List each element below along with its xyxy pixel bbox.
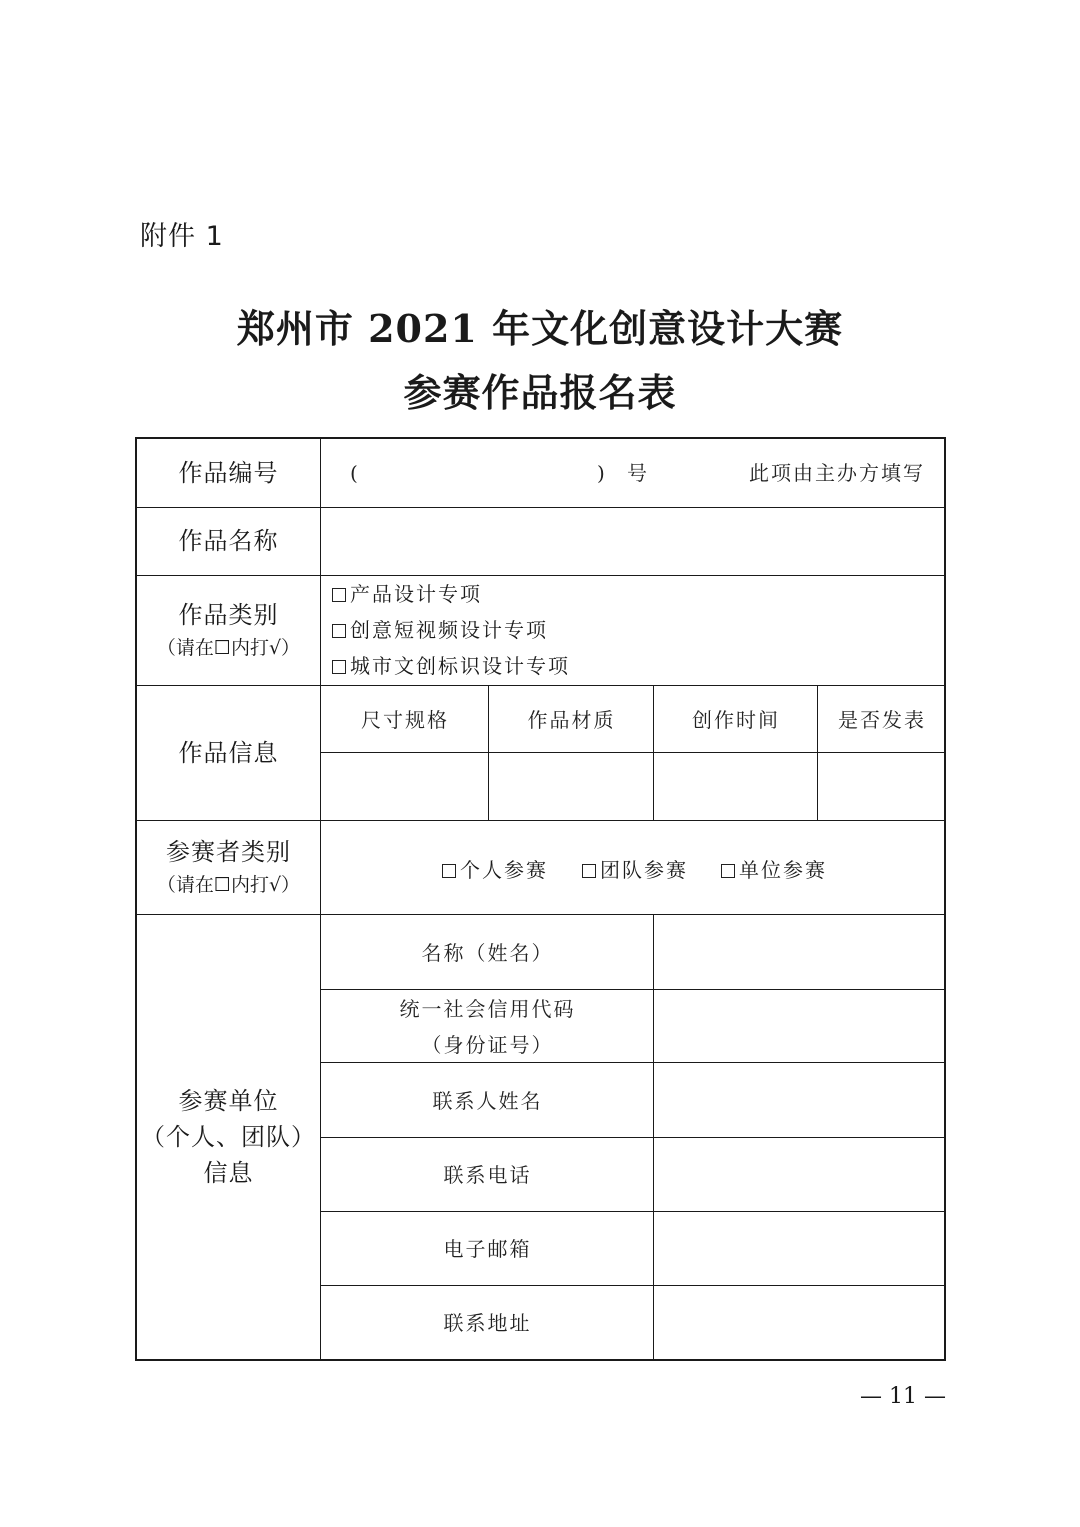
checkbox[interactable] — [442, 864, 456, 878]
unit-row-divider — [320, 1211, 945, 1212]
unit-credit-code-input[interactable] — [655, 991, 945, 1062]
unit-field-address: 联系地址 — [443, 1311, 532, 1335]
participant-option-team[interactable]: 团队参赛 — [582, 852, 688, 888]
participant-option-individual[interactable]: 个人参赛 — [442, 852, 548, 888]
info-col-time: 创作时间 — [692, 707, 780, 732]
work-category-label-cell — [137, 575, 320, 685]
work-category-hint: （请在☐内打√） — [156, 637, 301, 659]
form-title-line2: 参赛作品报名表 — [403, 370, 677, 415]
info-column-divider — [653, 685, 654, 820]
info-column-divider — [488, 685, 489, 820]
participant-type-label-cell — [137, 820, 320, 914]
unit-contact-name-input[interactable] — [655, 1064, 945, 1137]
checkbox[interactable] — [582, 864, 596, 878]
work-name-label: 作品名称 — [178, 527, 279, 555]
unit-field-credit-code: 统一社会信用代码 （身份证号） — [399, 996, 576, 1057]
category-option-product[interactable]: 产品设计专项 — [332, 576, 942, 612]
registration-form — [135, 437, 946, 1361]
checkbox[interactable] — [332, 624, 346, 638]
info-column-divider — [817, 685, 818, 820]
category-option-city-brand[interactable]: 城市文创标识设计专项 — [332, 648, 942, 684]
unit-field-name: 名称（姓名） — [421, 940, 554, 965]
work-category-label: 作品类别 — [178, 601, 279, 629]
unit-address-input[interactable] — [655, 1287, 945, 1359]
work-name-field[interactable] — [322, 509, 944, 573]
info-col-published: 是否发表 — [838, 707, 926, 732]
unit-info-label-line2: （个人、团队） — [141, 1122, 316, 1151]
unit-field-email: 电子邮箱 — [443, 1237, 532, 1261]
info-row-divider — [320, 752, 945, 753]
participant-option-unit[interactable]: 单位参赛 — [721, 852, 827, 888]
info-col-size: 尺寸规格 — [361, 707, 449, 732]
participant-type-label: 参赛者类别 — [166, 838, 291, 866]
form-title-line1: 郑州市 2021 年文化创意设计大赛 — [236, 306, 844, 351]
checkbox[interactable] — [721, 864, 735, 878]
unit-info-label-line3: 信息 — [203, 1158, 254, 1187]
info-time-field[interactable] — [655, 754, 817, 820]
participant-type-hint: （请在☐内打√） — [156, 874, 301, 896]
unit-row-divider — [320, 1285, 945, 1286]
unit-value-divider — [653, 914, 654, 1359]
unit-info-label-line1: 参赛单位 — [178, 1086, 279, 1115]
unit-info-label-cell — [137, 914, 320, 1359]
work-info-label: 作品信息 — [178, 738, 279, 767]
work-category-options — [332, 576, 942, 684]
info-material-field[interactable] — [490, 754, 653, 820]
unit-name-input[interactable] — [655, 916, 945, 989]
attachment-label: 附件 1 — [140, 221, 224, 252]
unit-field-contact-name: 联系人姓名 — [432, 1088, 543, 1113]
work-number-label: 作品编号 — [178, 459, 279, 487]
unit-row-divider — [320, 1062, 945, 1063]
info-published-field[interactable] — [819, 754, 945, 820]
unit-email-input[interactable] — [655, 1213, 945, 1285]
work-number-note: 此项由主办方填写 — [749, 461, 925, 485]
checkbox[interactable] — [332, 660, 346, 674]
work-number-close-paren: ) — [597, 461, 607, 485]
info-size-field[interactable] — [322, 754, 488, 820]
unit-row-divider — [320, 1137, 945, 1138]
checkbox[interactable] — [332, 588, 346, 602]
unit-phone-input[interactable] — [655, 1139, 945, 1211]
work-number-open-paren: ( — [350, 461, 360, 485]
unit-field-phone: 联系电话 — [443, 1163, 532, 1187]
page-number: — 11 — — [860, 1384, 946, 1409]
category-option-short-video[interactable]: 创意短视频设计专项 — [332, 612, 942, 648]
info-col-material: 作品材质 — [527, 707, 616, 732]
label-column-divider — [320, 439, 321, 1359]
work-number-suffix: 号 — [627, 461, 649, 485]
